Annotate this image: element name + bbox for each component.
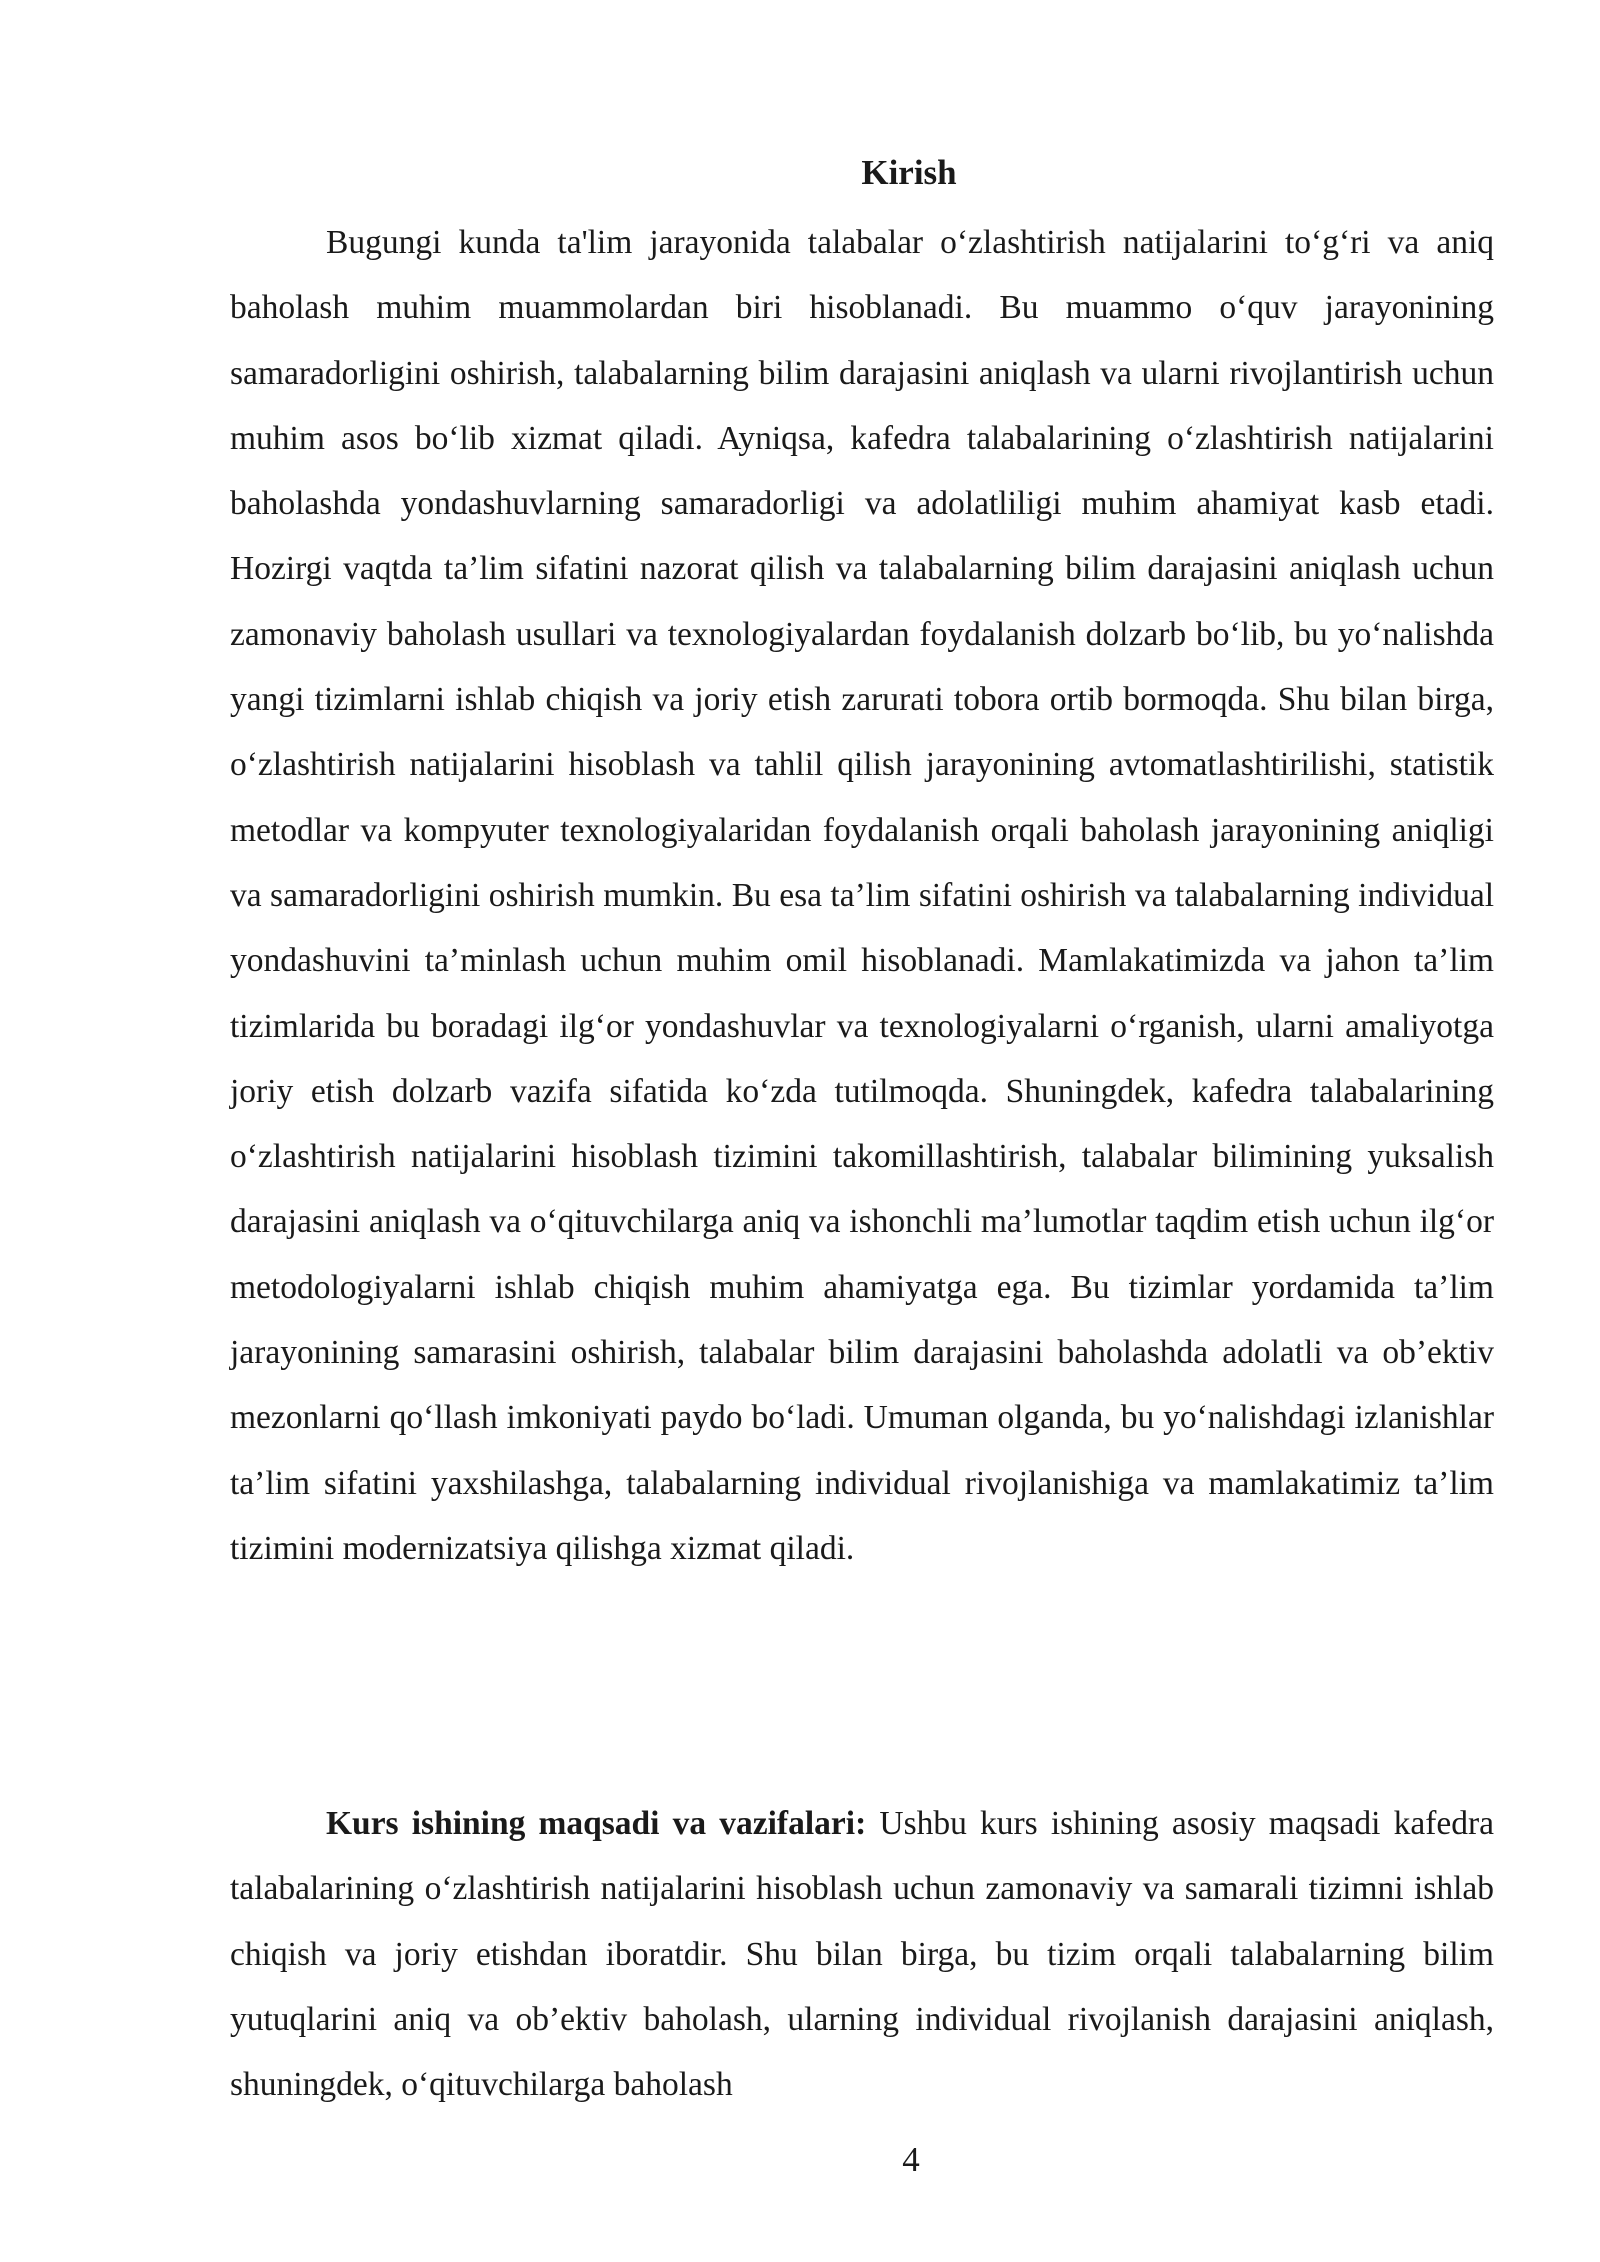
paragraph-text: Ushbu kurs ishining asosiy maqsadi kafedra talabalarining o‘zlashtirish natijalarini hisoblash uchun zamonaviy va samarali tizimni ishlab chiqish va joriy etishdan iboratdir. Shu bilan birga, bu tizim orqali talabalarning bilim yutuqlarini aniq va ob’ektiv baholash, ularning individual rivojlanish darajasini aniqlash, shuningdek, o‘qituvchilarga baholash xyxy=(230,1805,1494,2104)
course-goals-paragraph xyxy=(230,1791,1494,2117)
paragraph-lead-heading: Kurs ishining maqsadi va vazifalari: xyxy=(326,1805,867,1842)
page-number: 4 xyxy=(902,2140,920,2179)
section-title: Kirish xyxy=(861,153,957,192)
introduction-paragraph xyxy=(230,210,1494,1581)
paragraph-text: Bugungi kunda ta'lim jarayonida talabalar o‘zlashtirish natijalarini to‘g‘ri va aniq baholash muhim muammolardan biri hisoblanadi. Bu muammo o‘quv jarayonining samaradorligini oshirish, talabalarning bilim darajasini aniqlash va ularni rivojlantirish uchun muhim asos bo‘lib xizmat qiladi. Ayniqsa, kafedra talabalarining o‘zlashtirish natijalarini baholashda yondashuvlarning samaradorligi va adolatliligi muhim ahamiyat kasb etadi. Hozirgi vaqtda ta’lim sifatini nazorat qilish va talabalarning bilim darajasini aniqlash uchun zamonaviy baholash usullari va texnologiyalardan foydalanish dolzarb bo‘lib, bu yo‘nalishda yangi tizimlarni ishlab chiqish va joriy etish zarurati tobora ortib bormoqda. Shu bilan birga, o‘zlashtirish natijalarini hisoblash va tahlil qilish jarayonining avtomatlashtirilishi, statistik metodlar va kompyuter texnologiyalaridan foydalanish orqali baholash jarayonining aniqligi va samaradorligini oshirish mumkin. Bu esa ta’lim sifatini oshirish va talabalarning individual yondashuvini ta’minlash uchun muhim omil hisoblanadi. Mamlakatimizda va jahon ta’lim tizimlarida bu boradagi ilg‘or yondashuvlar va texnologiyalarni o‘rganish, ularni amaliyotga joriy etish dolzarb vazifa sifatida ko‘zda tutilmoqda. Shuningdek, kafedra talabalarining o‘zlashtirish natijalarini hisoblash tizimini takomillashtirish, talabalar bilimining yuksalish darajasini aniqlash va o‘qituvchilarga aniq va ishonchli ma’lumotlar taqdim etish uchun ilg‘or metodologiyalarni ishlab chiqish muhim ahamiyatga ega. Bu tizimlar yordamida ta’lim jarayonining samarasini oshirish, talabalar bilim darajasini baholashda adolatli va ob’ektiv mezonlarni qo‘llash imkoniyati paydo bo‘ladi. Umuman olganda, bu yo‘nalishdagi izlanishlar ta’lim sifatini yaxshilashga, talabalarning individual rivojlanishiga va mamlakatimiz ta’lim tizimini modernizatsiya qilishga xizmat qiladi. xyxy=(230,224,1494,1567)
